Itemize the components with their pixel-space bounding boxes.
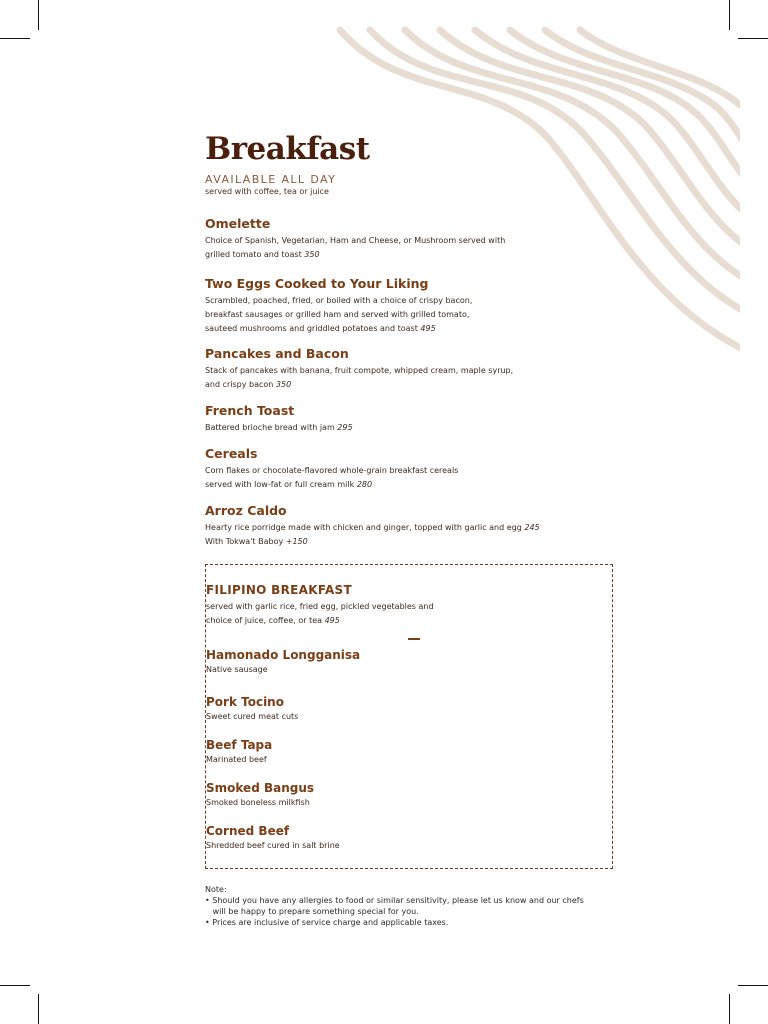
filipino-breakfast-box [205,564,613,869]
filipino-item-description: Smoked boneless milkfish [206,798,310,807]
item-price: 350 [275,380,292,389]
item-price: 350 [304,250,320,259]
filipino-item-description: Sweet cured meat cuts [206,712,299,721]
item-description: Scrambled, poached, fried, or boiled with a choice of crispy bacon, breakfast sausages or grilled ham and served with grilled tomato, sauteed mushrooms and griddled potatoes and toast 495 [205,296,473,333]
filipino-breakfast-description: served with garlic rice, fried egg, pickled vegetables and choice of juice, coffee, or tea 495 [206,602,434,625]
crop-mark [38,0,39,30]
item-description: Hearty rice porridge made with chicken and ginger, topped with garlic and egg 245 With Tokwa't Baboy +150 [205,523,540,546]
menu-item-omelette [205,216,565,262]
item-price: 245 [524,523,540,532]
note-line: • Should you have any allergies to food or similar sensitivity, please let us know and our chefs [205,896,584,905]
filipino-item-description: Native sausage [206,665,268,674]
served-with-note: served with coffee, tea or juice [205,187,329,196]
item-price: 280 [356,480,373,489]
item-name: Pancakes and Bacon [205,346,349,361]
item-name: French Toast [205,403,295,418]
note-line: • Prices are inclusive of service charge and applicable taxes. [205,918,449,927]
divider [408,638,420,640]
addon-price: +150 [285,537,308,546]
item-name: Two Eggs Cooked to Your Liking [205,276,429,291]
filipino-item [206,695,612,721]
item-description: Choice of Spanish, Vegetarian, Ham and Cheese, or Mushroom served with grilled tomato and toast 350 [205,236,506,259]
filipino-item-name: Pork Tocino [206,695,284,709]
item-addon: With Tokwa't Baboy [205,537,284,546]
crop-mark [0,38,30,39]
item-description: Battered brioche bread with jam 295 [205,423,353,432]
item-name: Cereals [205,446,258,461]
filipino-item [206,738,612,764]
note-line: will be happy to prepare something special for you. [205,907,419,916]
filipino-breakfast-price: 495 [324,616,340,625]
menu-item-two-eggs [205,276,565,336]
availability-subtitle: AVAILABLE ALL DAY [205,173,337,186]
item-price: 295 [337,423,353,432]
crop-mark [738,38,768,39]
crop-mark [729,0,730,30]
allergy-note [205,884,625,928]
filipino-item [206,648,612,674]
filipino-item [206,824,612,850]
item-name: Omelette [205,216,271,231]
filipino-item-description: Shredded beef cured in salt brine [206,841,340,850]
page-title: Breakfast [205,131,370,167]
filipino-item [206,781,612,807]
menu-item-arroz-caldo [205,503,565,549]
filipino-item-name: Hamonado Longganisa [206,648,361,662]
item-description: Stack of pancakes with banana, fruit compote, whipped cream, maple syrup, and crispy bacon 350 [205,366,514,389]
filipino-item-name: Corned Beef [206,824,290,838]
item-name: Arroz Caldo [205,503,287,518]
filipino-item-description: Marinated beef [206,755,267,764]
crop-mark [0,985,30,986]
filipino-breakfast-title: FILIPINO BREAKFAST [206,583,352,597]
crop-mark [38,994,39,1024]
filipino-item-name: Beef Tapa [206,738,273,752]
crop-mark [738,985,768,986]
filipino-item-name: Smoked Bangus [206,781,315,795]
note-heading: Note: [205,885,227,894]
item-description: Corn flakes or chocolate-flavored whole-grain breakfast cereals served with low-fat or full cream milk 280 [205,466,459,489]
menu-item-french-toast [205,403,565,435]
menu-item-pancakes [205,346,565,392]
item-price: 495 [420,324,436,333]
crop-mark [729,994,730,1024]
menu-item-cereals [205,446,565,492]
